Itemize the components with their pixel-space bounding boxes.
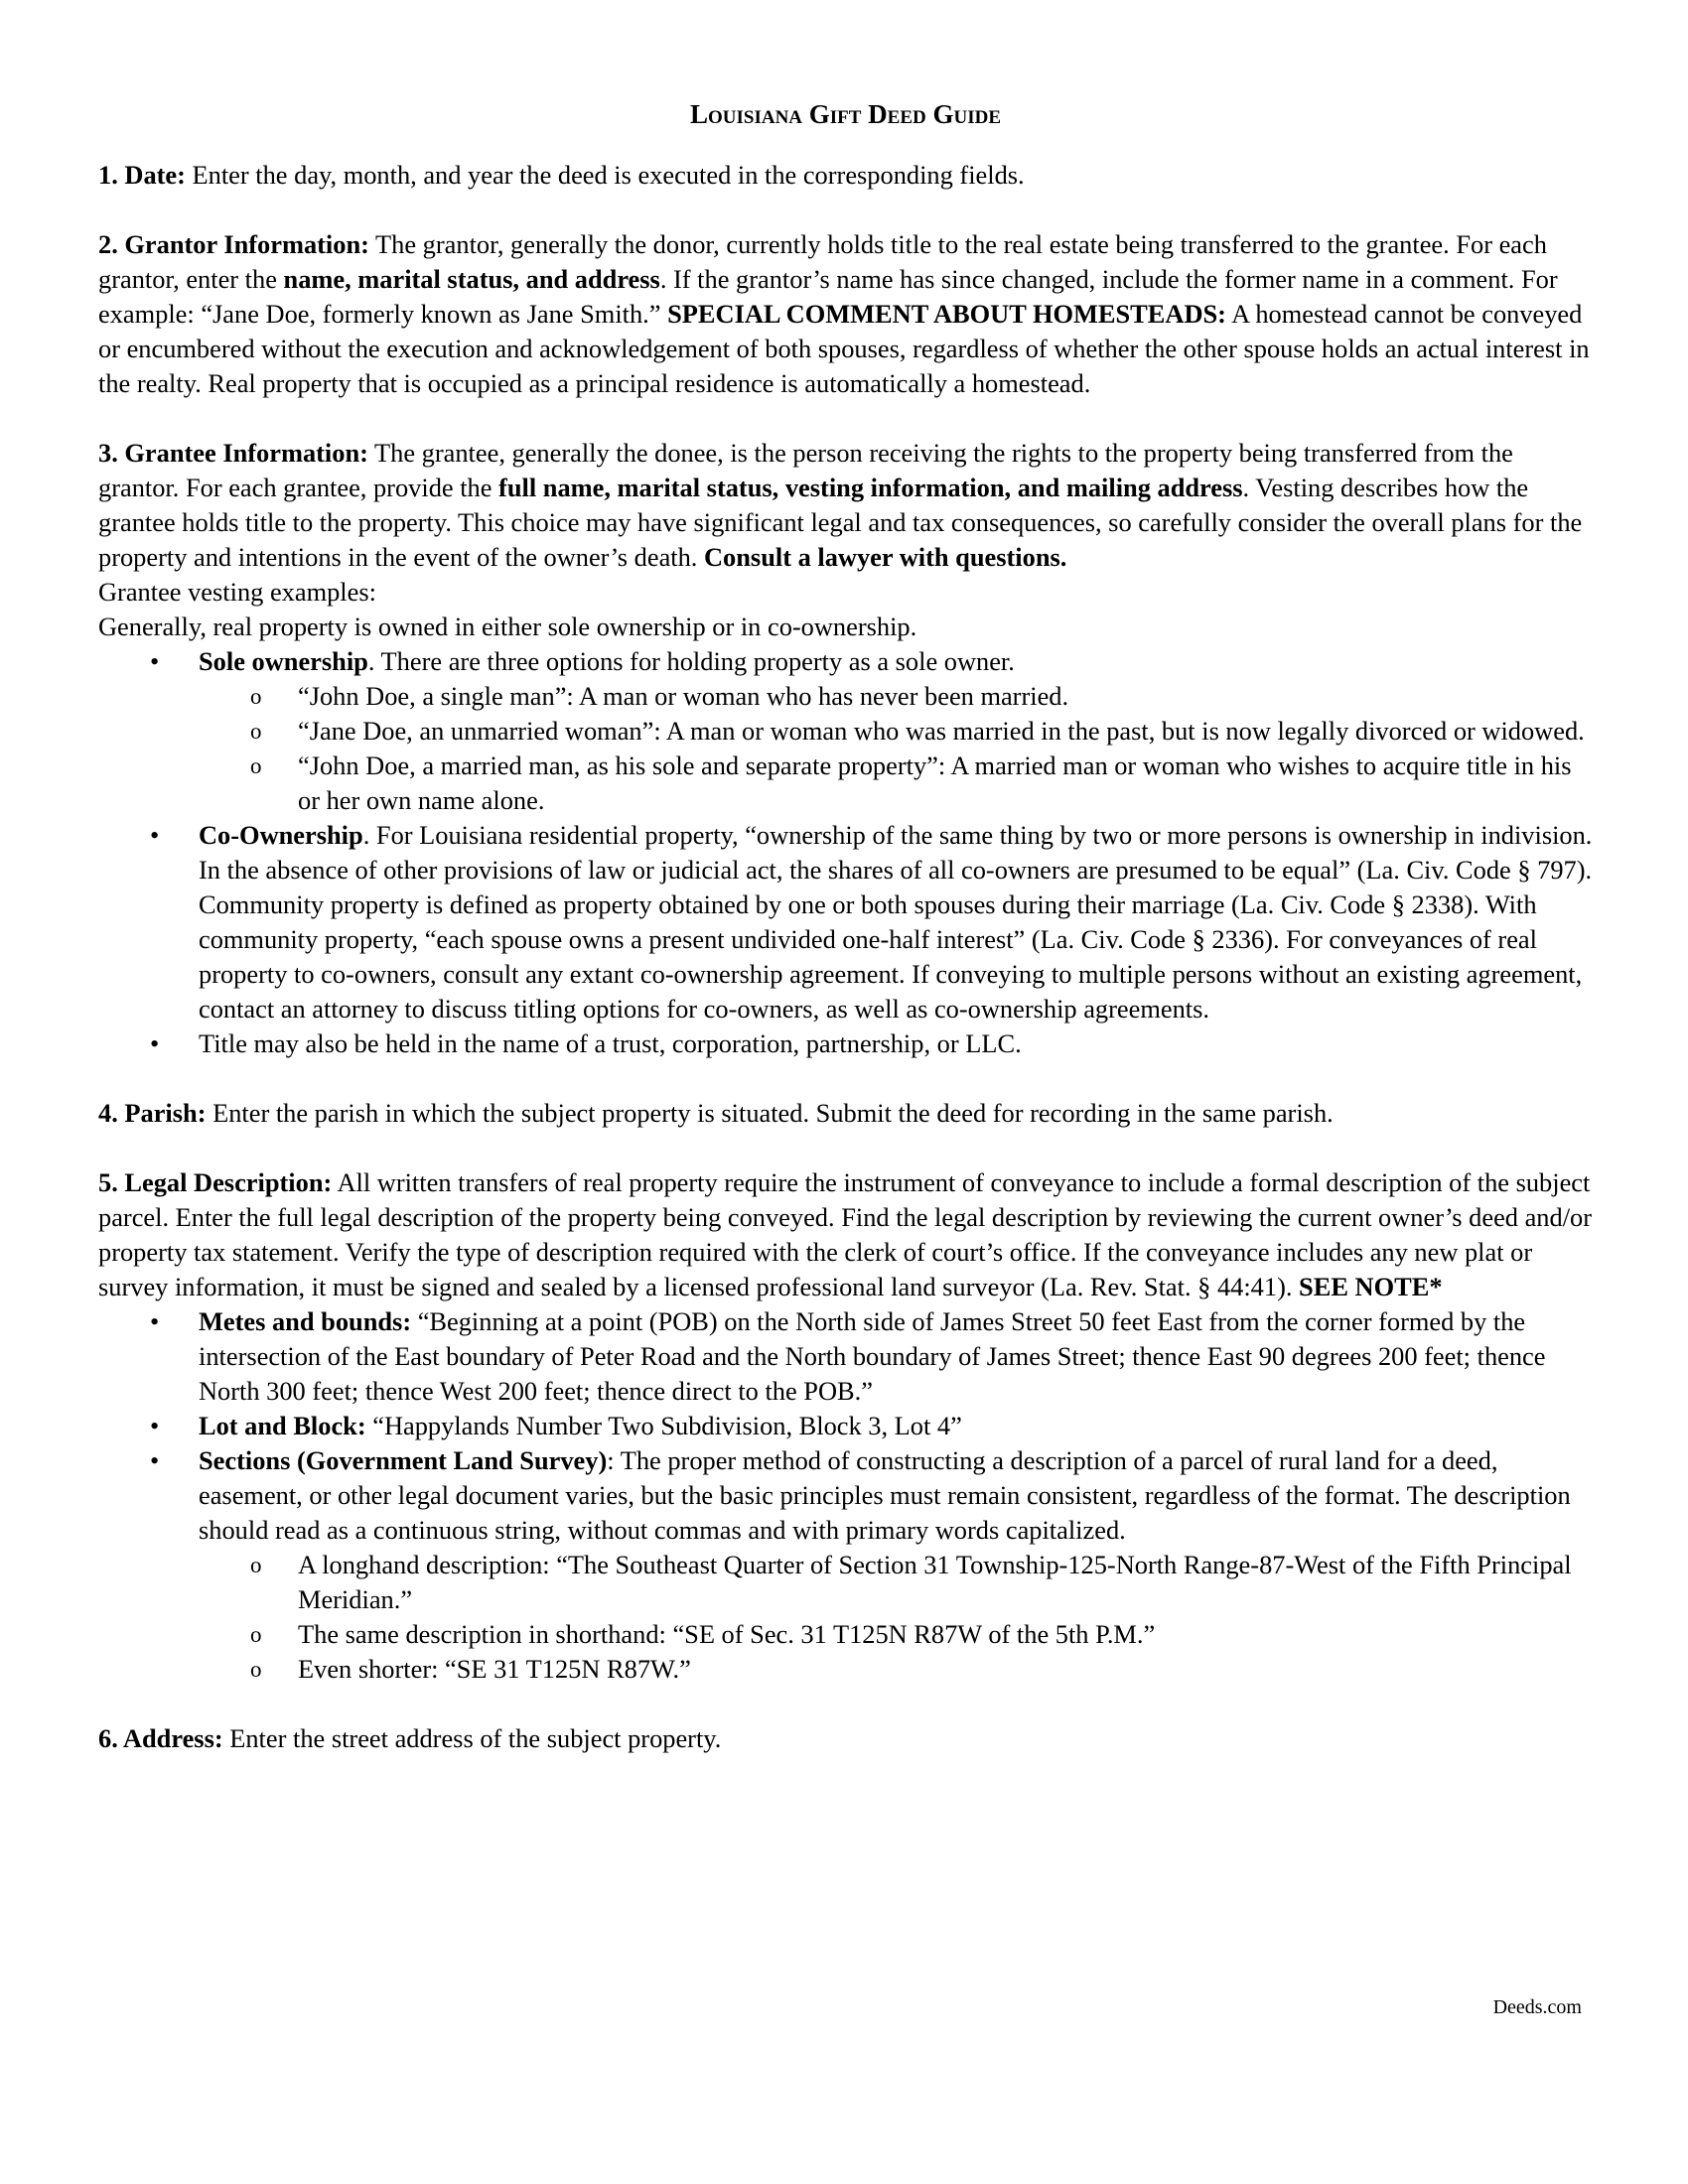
- footer-brand: Deeds.com: [1492, 1996, 1582, 2018]
- sub-list-item: o The same description in shorthand: “SE of Sec. 31 T125N R87W of the 5th P.M.”: [98, 1617, 1593, 1652]
- section-text: A homestead cannot be conveyed or encumbered without the execution and acknowledgement of both spouses, regardless of whether the other spouse holds an actual interest in the realty. Real property that is occupied as a principal residence is automatically a homestead.: [98, 299, 1590, 398]
- section-text: Enter the day, month, and year the deed is executed in the corresponding fields.: [185, 160, 1025, 190]
- sub-list-item: o A longhand description: “The Southeast Quarter of Section 31 Township-125-North Range-87-West of the Fifth Principal Meridian.”: [98, 1548, 1593, 1617]
- sub-list-item: o “John Doe, a single man”: A man or woman who has never been married.: [98, 679, 1593, 714]
- sub-list-item: o “John Doe, a married man, as his sole and separate property”: A married man or woman who wishes to acquire title in his or her own name alone.: [98, 749, 1593, 818]
- bold-text: Lot and Block:: [199, 1411, 366, 1440]
- grantee-paragraph: [98, 436, 1593, 575]
- section-date: [98, 158, 1593, 193]
- section-grantor: [98, 227, 1593, 401]
- vesting-list: [98, 644, 1593, 1061]
- section-label: 4. Parish:: [98, 1098, 207, 1128]
- page-title: Louisiana Gift Deed Guide: [689, 99, 1002, 129]
- section-label: 1. Date:: [98, 160, 186, 190]
- sub-list-item: o “Jane Doe, an unmarried woman”: A man or woman who was married in the past, but is now legally divorced or widowed.: [98, 714, 1593, 749]
- bold-text: SPECIAL COMMENT ABOUT HOMESTEADS:: [667, 299, 1226, 329]
- bold-text: name, marital status, and address: [283, 264, 660, 294]
- list-text: “Beginning at a point (POB) on the North side of James Street 50 feet East from the corner formed by the intersection of the East boundary of Peter Road and the North boundary of James Street; thence East 90 degrees 200 feet; thence North 300 feet; thence West 200 feet; thence direct to the POB.”: [199, 1306, 1546, 1406]
- list-item: • Title may also be held in the name of a trust, corporation, partnership, or LLC.: [98, 1026, 1593, 1061]
- section-legal-description: [98, 1165, 1593, 1687]
- ownership-line: Generally, real property is owned in either sole ownership or in co-ownership.: [98, 612, 917, 641]
- section-label: 2. Grantor Information:: [98, 229, 369, 259]
- list-item: [98, 1409, 1593, 1443]
- list-item: [98, 1304, 1593, 1409]
- list-item: [98, 644, 1593, 679]
- list-text: . For Louisiana residential property, “ownership of the same thing by two or more persons is ownership in indivision. In the absence of other provisions of law or judicial act, the shares of all co-owners are presumed to be equal” (La. Civ. Code § 797). Community property is defined as property obtained by one or both spouses during their marriage (La. Civ. Code § 2338). With community property, “each spouse owns a present undivided one-half interest” (La. Civ. Code § 2336). For conveyances of real property to co-owners, consult any extant co-ownership agreement. If conveying to multiple persons without an existing agreement, contact an attorney to discuss titling options for co-owners, as well as co-ownership agreements.: [199, 820, 1593, 1024]
- list-text: “Happylands Number Two Subdivision, Block 3, Lot 4”: [365, 1411, 962, 1440]
- section-text: The grantor, generally the donor, currently holds title to the real estate being transferred to the grantee. For each grantor, enter the: [98, 229, 1547, 294]
- section-text: . Vesting describes how the grantee holds title to the property. This choice may have significant legal and tax consequences, so carefully consider the overall plans for the property and intentions in the event of the owner’s death.: [98, 473, 1583, 572]
- section-parish: [98, 1096, 1593, 1131]
- section-text: . If the grantor’s name has since changed, include the former name in a comment. For example: “Jane Doe, formerly known as Jane Smith.”: [98, 264, 1558, 329]
- section-text: Enter the street address of the subject property.: [222, 1723, 722, 1753]
- section-text: The grantee, generally the donee, is the person receiving the rights to the property being transferred from the grantor. For each grantee, provide the: [98, 438, 1513, 502]
- document-page: [98, 97, 1593, 1756]
- section-text: Enter the parish in which the subject property is situated. Submit the deed for recording in the same parish.: [206, 1098, 1334, 1128]
- bold-text: Sole ownership: [199, 646, 368, 676]
- vesting-examples-line: Grantee vesting examples:: [98, 577, 376, 607]
- section-address: [98, 1721, 1593, 1756]
- bold-text: Consult a lawyer with questions.: [704, 542, 1067, 572]
- legal-paragraph: [98, 1165, 1593, 1304]
- bold-text: Metes and bounds:: [199, 1306, 412, 1336]
- bold-text: SEE NOTE*: [1299, 1272, 1443, 1301]
- section-label: 6. Address:: [98, 1723, 223, 1753]
- bold-text: Co-Ownership: [199, 820, 363, 850]
- list-item: [98, 1443, 1593, 1548]
- list-text: . There are three options for holding property as a sole owner.: [367, 646, 1015, 676]
- section-label: 3. Grantee Information:: [98, 438, 368, 468]
- section-grantee: [98, 436, 1593, 1061]
- sub-list-item: o Even shorter: “SE 31 T125N R87W.”: [98, 1652, 1593, 1687]
- section-label: 5. Legal Description:: [98, 1167, 333, 1197]
- section-text: All written transfers of real property require the instrument of conveyance to include a formal description of the subject parcel. Enter the full legal description of the property being conveyed. Find the legal description by reviewing the current owner’s deed and/or property tax statement. Verify the type of description required with the clerk of court’s office. If the conveyance includes any new plat or survey information, it must be signed and sealed by a licensed professional land surveyor (La. Rev. Stat. § 44:41).: [98, 1167, 1593, 1301]
- bold-text: full name, marital status, vesting information, and mailing address: [498, 473, 1243, 502]
- description-list: [98, 1304, 1593, 1687]
- bold-text: Sections (Government Land Survey): [199, 1445, 608, 1475]
- list-item: [98, 818, 1593, 1026]
- list-text: : The proper method of constructing a description of a parcel of rural land for a deed, easement, or other legal document varies, but the basic principles must remain consistent, regardless of the format. The description should read as a continuous string, without commas and with primary words capitalized.: [199, 1445, 1571, 1545]
